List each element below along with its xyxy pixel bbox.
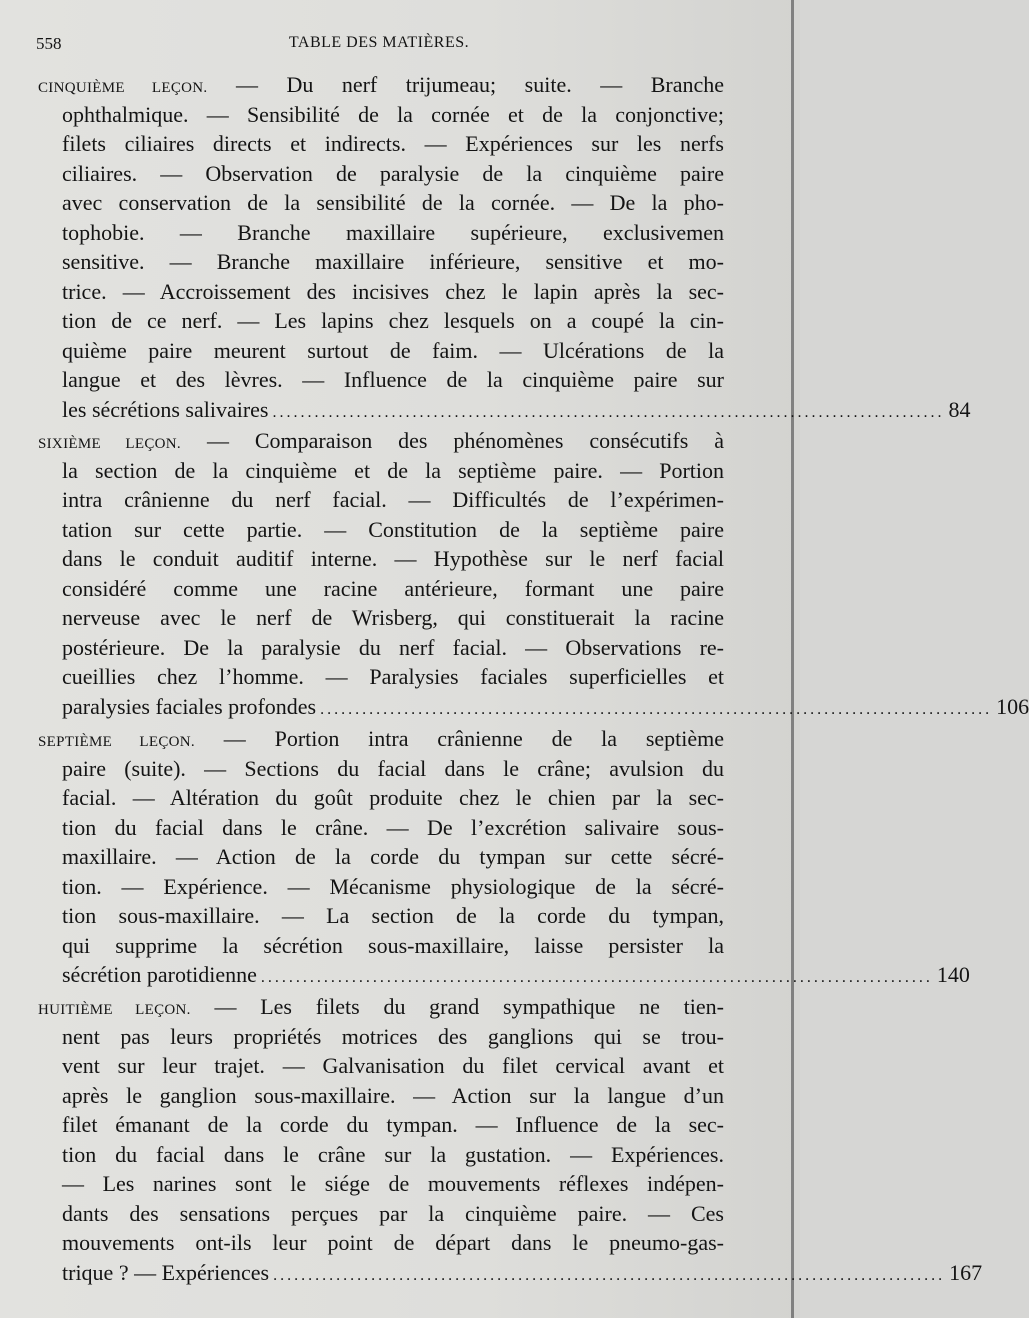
entry-text-line: — Du nerf trijumeau; suite. — Branche: [235, 72, 724, 97]
entry-text-line: après le ganglion sous-maxillaire. — Action sur la langue d’un: [62, 1082, 724, 1108]
entry-first-line: [38, 992, 724, 1022]
entry-text-line: tation sur cette partie. — Constitution de la septième paire: [62, 516, 724, 542]
entry-text-line: filet émanant de la corde du tympan. — Influence de la sec-: [62, 1112, 724, 1137]
entry-text-line: tion sous-maxillaire. — La section de la corde du tympan,: [62, 903, 724, 928]
entry-text-line: intra crânienne du nerf facial. — Difficultés de l’expérimen-: [62, 487, 724, 512]
entry-page-number: 167: [949, 1259, 983, 1285]
entry-text-line: la section de la cinquième et de la septième paire. — Portion: [62, 457, 724, 483]
entry-text-line: mouvements ont-ils leur point de départ dans le pneumo-gas-: [62, 1230, 724, 1255]
entry-text-line: trice. — Accroissement des incisives chez le lapin après la sec-: [62, 278, 724, 304]
toc-entry-lesson-7: [38, 724, 970, 990]
entry-text-line: dans le conduit auditif interne. — Hypothèse sur le nerf facial: [62, 546, 724, 571]
dot-leader: ................................................................................................: [273, 1266, 946, 1284]
entry-text-line: postérieure. De la paralysie du nerf facial. — Observations re-: [62, 634, 724, 660]
toc-entry-lesson-6: [38, 426, 1029, 721]
entry-text-line: langue et des lèvres. — Influence de la cinquième paire sur: [62, 367, 724, 392]
running-title: TABLE DES MATIÈRES.: [288, 34, 470, 51]
lesson-heading: SIXIÈME LEÇON.: [38, 436, 181, 452]
entry-text-line: nent pas leurs propriétés motrices des ganglions qui se trou-: [62, 1023, 724, 1049]
entry-text-line: tion de ce nerf. — Les lapins chez lesquels on a coupé la cin-: [62, 308, 724, 333]
entry-text-line: facial. — Altération du goût produite chez le chien par la sec-: [62, 785, 724, 810]
entry-text-line: cueillies chez l’homme. — Paralysies faciales superficielles et: [62, 664, 724, 689]
entry-text-line: considéré comme une racine antérieure, formant une paire: [62, 575, 724, 601]
entry-last-text: trique ? — Expériences: [62, 1259, 270, 1285]
entry-leader-line: [38, 395, 971, 425]
toc-entry-lesson-5: [38, 70, 971, 424]
entry-text-line: paire (suite). — Sections du facial dans le crâne; avulsion du: [62, 755, 724, 781]
page-header: [36, 34, 722, 58]
entry-text-line: — Les narines sont le siége de mouvements réflexes indépen-: [62, 1171, 724, 1196]
lesson-heading: SEPTIÈME LEÇON.: [38, 734, 195, 750]
entry-text-line: vent sur leur trajet. — Galvanisation du filet cervical avant et: [62, 1053, 724, 1078]
entry-text-line: ciliaires. — Observation de paralysie de la cinquième paire: [62, 160, 724, 186]
lesson-heading: CINQUIÈME LEÇON.: [38, 80, 208, 96]
entry-leader-line: [38, 692, 1029, 722]
entry-leader-line: [38, 1258, 983, 1288]
entry-first-line: [38, 70, 724, 100]
dot-leader: ................................................................................................: [320, 700, 993, 718]
entry-leader-line: [38, 960, 970, 990]
entry-text-line: qui supprime la sécrétion sous-maxillaire, laisse persister la: [62, 932, 724, 958]
entry-text-line: — Portion intra crânienne de la septième: [223, 726, 725, 751]
entry-text-line: maxillaire. — Action de la corde du tympan sur cette sécré-: [62, 844, 724, 869]
lesson-heading: HUITIÈME LEÇON.: [38, 1002, 191, 1018]
entry-text-line: filets ciliaires directs et indirects. — Expériences sur les nerfs: [62, 131, 724, 156]
entry-page-number: 84: [948, 396, 971, 422]
entry-text-line: tion du facial dans le crâne. — De l’excrétion salivaire sous-: [62, 814, 724, 840]
entry-text-line: nerveuse avec le nerf de Wrisberg, qui constituerait la racine: [62, 605, 724, 630]
entry-first-line: [38, 724, 724, 754]
dot-leader: ................................................................................................: [260, 969, 933, 986]
entry-text-line: quième paire meurent surtout de faim. — Ulcérations de la: [62, 337, 724, 363]
entry-text-line: avec conservation de la sensibilité de la cornée. — De la pho-: [62, 190, 724, 215]
entry-text-line: sensitive. — Branche maxillaire inférieure, sensitive et mo-: [62, 249, 724, 274]
entry-last-text: paralysies faciales profondes: [62, 693, 317, 719]
page-edge-shadow: [791, 0, 794, 1318]
entry-page-number: 140: [936, 962, 970, 987]
page-number: 558: [36, 34, 62, 53]
entry-last-text: sécrétion parotidienne: [62, 962, 257, 987]
entry-text-line: tophobie. — Branche maxillaire supérieure, exclusivemen: [62, 219, 724, 245]
entry-last-text: les sécrétions salivaires: [62, 396, 269, 422]
entry-first-line: [38, 426, 724, 456]
entry-text-line: — Les filets du grand sympathique ne tien-: [214, 994, 724, 1019]
entry-text-line: ophthalmique. — Sensibilité de la cornée et de la conjonctive;: [62, 101, 724, 127]
entry-page-number: 106: [996, 693, 1029, 719]
entry-text-line: dants des sensations perçues par la cinquième paire. — Ces: [62, 1200, 724, 1226]
entry-text-line: tion. — Expérience. — Mécanisme physiologique de la sécré-: [62, 873, 724, 899]
entry-text-line: — Comparaison des phénomènes consécutifs à: [206, 428, 725, 453]
dot-leader: ................................................................................................: [272, 403, 945, 421]
entry-text-line: tion du facial dans le crâne sur la gustation. — Expériences.: [62, 1141, 724, 1167]
toc-entry-lesson-8: [38, 992, 983, 1287]
